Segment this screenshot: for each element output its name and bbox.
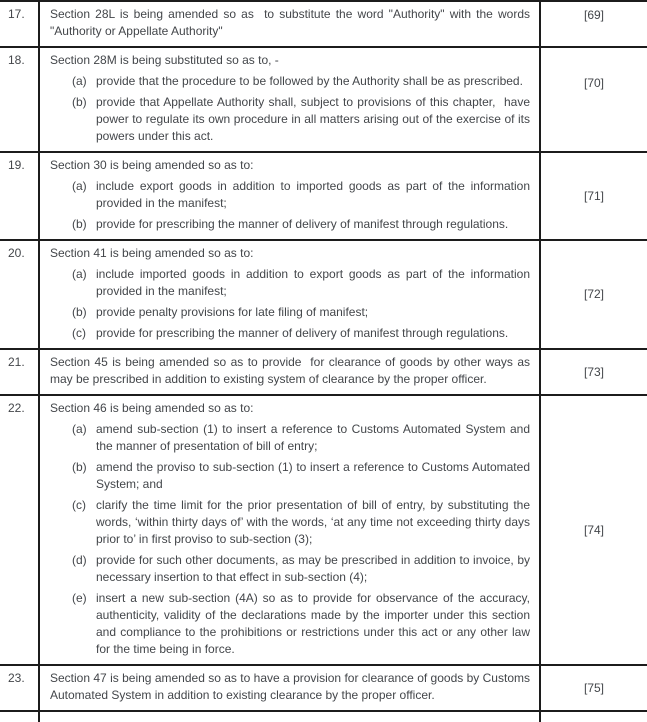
clause-ref-cell [541, 241, 647, 348]
clause-text: clarify the time limit for the prior presentation of bill of entry, by substituting the words, ‘within thirty days of’ with the words, ‘at any time not exceeding thirty days prior to’ in first proviso to sub-section (3); [96, 498, 530, 546]
table-row [0, 48, 647, 153]
amendment-text-cell [38, 241, 541, 348]
clause-label: (b) [72, 460, 87, 474]
amendment-intro: Section 47 is being amended so as to have a provision for clearance of goods by Customs Automated System in addition to existing clearance by the proper officer. [50, 671, 530, 702]
clause-text: insert a new sub-section (4A) so as to provide for observance of the accuracy, authenticity, validity of the declarations made by the importer under this section and compliance to the prohibitions or restrictions under this act or any other law for the time being in force. [96, 591, 530, 656]
clause-label: (c) [72, 326, 86, 340]
clause-text: provide for prescribing the manner of delivery of manifest through regulations. [96, 217, 509, 231]
amendment-text-cell [38, 48, 541, 151]
clause-text: provide for prescribing the manner of delivery of manifest through regulations. [96, 326, 509, 340]
table-row [0, 241, 647, 350]
clause-ref-cell [541, 666, 647, 710]
amendment-text-cell [38, 712, 541, 722]
clause-ref: [75] [583, 680, 604, 695]
table-row [0, 2, 647, 48]
amendment-clause [72, 304, 530, 321]
clause-ref: [74] [583, 522, 604, 537]
clause-label: (a) [72, 179, 87, 193]
amendment-clause [72, 178, 530, 212]
table-row [0, 396, 647, 666]
amendment-clause [72, 325, 530, 342]
amendment-clause [72, 590, 530, 658]
amendment-clause [72, 421, 530, 455]
amendment-text-cell [38, 396, 541, 664]
clause-label: (b) [72, 305, 87, 319]
clause-text: include export goods in addition to imported goods as part of the information provided in the manifest; [96, 179, 530, 210]
clause-ref: [69] [583, 8, 604, 22]
amendment-clause [72, 266, 530, 300]
row-number-cell: 20. [8, 246, 25, 260]
row-number-cell: 23. [8, 671, 25, 685]
amendment-intro: Section 28M is being substituted so as to, - [50, 53, 279, 67]
clause-ref: [70] [583, 76, 604, 90]
clause-text: provide for such other documents, as may be prescribed in addition to invoice, by necessary insertion to that effect in sub-section (4); [96, 553, 530, 584]
clause-label: (c) [72, 498, 86, 512]
amendment-text-cell [38, 350, 541, 394]
clause-label: (a) [72, 267, 87, 281]
clause-text: amend sub-section (1) to insert a reference to Customs Automated System and the manner of presentation of bill of entry; [96, 422, 530, 453]
row-number-cell: 18. [8, 53, 25, 67]
table-row [0, 153, 647, 241]
clause-text: provide penalty provisions for late filing of manifest; [96, 305, 369, 319]
amendment-text-cell [38, 153, 541, 239]
table-row [0, 350, 647, 396]
amendment-intro: Section 46 is being amended so as to: [50, 401, 254, 415]
clause-text: include imported goods in addition to export goods as part of the information provided in the manifest; [96, 267, 530, 298]
amendment-clause [72, 94, 530, 145]
amendment-clause [72, 73, 530, 90]
amendment-clause [72, 552, 530, 586]
clause-text: provide that the procedure to be followed by the Authority shall be as prescribed. [96, 74, 523, 88]
clause-label: (b) [72, 217, 87, 231]
clause-text: amend the proviso to sub-section (1) to insert a reference to Customs Automated System; and [96, 460, 530, 491]
row-number-cell: 21. [8, 355, 25, 369]
amendment-clause [72, 216, 530, 233]
amendment-intro: Section 28L is being amended so as to substitute the word "Authority" with the words "Authority or Appellate Authority" [50, 7, 530, 38]
clause-ref: [73] [583, 364, 604, 379]
clause-label: (a) [72, 422, 87, 436]
clause-label: (b) [72, 95, 87, 109]
amendment-intro: Section 45 is being amended so as to provide for clearance of goods by other ways as may be prescribed in addition to existing system of clearance by the proper officer. [50, 355, 530, 386]
clause-ref: [71] [583, 188, 604, 203]
clause-ref-cell [541, 396, 647, 664]
clause-text: provide that Appellate Authority shall, subject to provisions of this chapter, have power to regulate its own procedure in all matters arising out of the exercise of its powers under this act. [96, 95, 530, 143]
clause-label: (e) [72, 591, 87, 605]
table-row [0, 666, 647, 712]
clause-ref: [72] [583, 287, 604, 301]
clause-label: (a) [72, 74, 87, 88]
row-number-cell: 22. [8, 401, 25, 415]
amendment-clause [72, 459, 530, 493]
clause-ref-cell [541, 48, 647, 151]
amendment-intro: Section 30 is being amended so as to: [50, 158, 254, 172]
amendment-intro: Section 41 is being amended so as to: [50, 246, 254, 260]
amendment-clause [72, 497, 530, 548]
clause-ref-cell [541, 2, 647, 46]
row-number-cell: 17. [8, 7, 25, 21]
amendment-text-cell [38, 666, 541, 710]
clause-ref-cell [541, 350, 647, 394]
clause-ref-cell [541, 153, 647, 239]
clause-label: (d) [72, 553, 87, 567]
amendment-text-cell [38, 2, 541, 46]
row-number-cell: 19. [8, 158, 25, 172]
